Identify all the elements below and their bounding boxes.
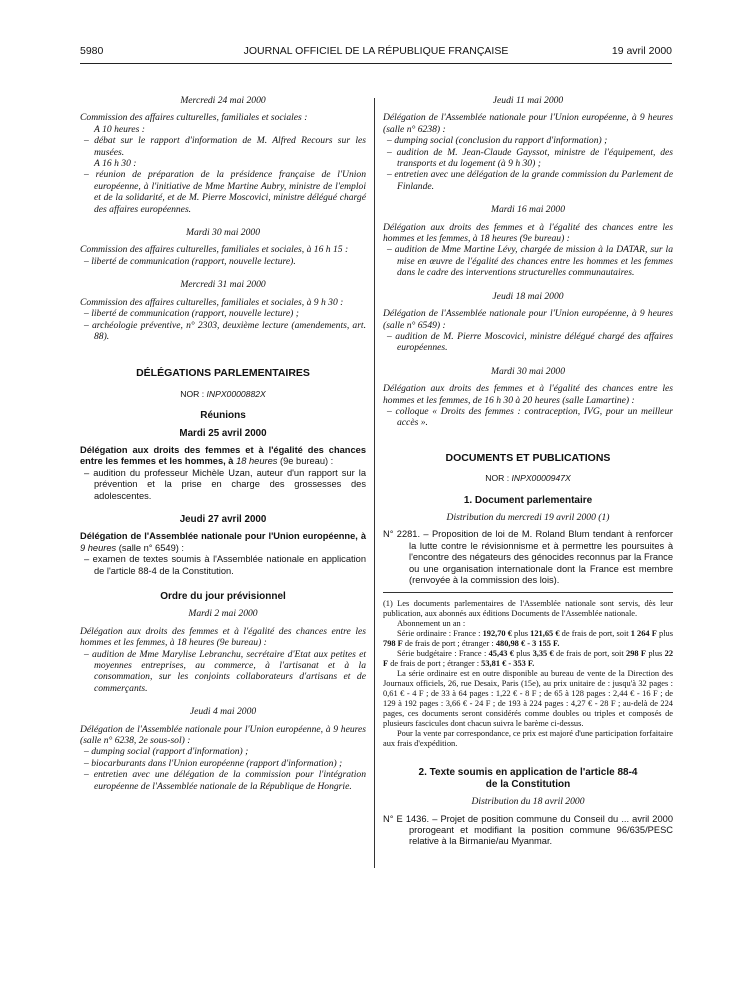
journal-title: JOURNAL OFFICIEL DE LA RÉPUBLIQUE FRANÇAISE — [243, 45, 509, 57]
page-number: 5980 — [80, 45, 104, 57]
distribution-date: Distribution du mercredi 19 avril 2000 (1) — [446, 511, 610, 523]
session-date: Mardi 16 mai 2000 — [491, 204, 565, 216]
delegation-title: Délégation aux droits des femmes et à l'égalité des chances entre les hommes et les femmes, de 16 h 30 à 20 heures (salle Lamartine) : — [383, 383, 673, 406]
session-date: Mardi 2 mai 2000 — [188, 608, 258, 620]
session-date: Jeudi 4 mai 2000 — [189, 706, 257, 718]
section-heading: DÉLÉGATIONS PARLEMENTAIRES — [136, 367, 310, 380]
price-value: 798 F — [383, 639, 403, 649]
distribution-date: Distribution du 18 avril 2000 — [471, 796, 585, 808]
delegation-title: Délégation aux droits des femmes et à l'égalité des chances entre les hommes et les femmes, à 18 heures (9e bureau) : — [80, 625, 366, 649]
nor-reference — [383, 473, 673, 484]
price-label: Série budgétaire : France : — [397, 649, 489, 659]
document-number: N° E 1436. — [383, 813, 430, 824]
agenda-item: – examen de textes soumis à l'Assemblée nationale en application de l'article 88-4 de la Constitution. — [84, 554, 366, 576]
nor-label: NOR : — [180, 388, 205, 399]
subsection-heading: Réunions — [200, 410, 246, 422]
section-heading: DOCUMENTS ET PUBLICATIONS — [445, 451, 611, 464]
agenda-item: – audition du professeur Michèle Uzan, auteur d'un rapport sur la prévention et la prise en charge des grossesses des adolescentes. — [84, 467, 366, 501]
column-divider — [374, 98, 375, 868]
session-date: Jeudi 18 mai 2000 — [492, 290, 564, 302]
delegation-title: Délégation de l'Assemblée nationale pour l'Union européenne, à — [80, 531, 366, 542]
price-label: de frais de port, soit — [559, 629, 631, 639]
footnote-price-line — [383, 629, 673, 649]
left-column — [80, 95, 366, 792]
price-value: 45,43 € — [488, 649, 514, 659]
right-column — [383, 95, 673, 848]
price-label: de frais de port ; étranger : — [388, 659, 482, 669]
session-time: 18 heures — [236, 456, 278, 467]
price-value: 480,98 € - 3 155 F. — [495, 639, 560, 649]
subsection-heading: 2. Texte soumis en application de l'article 88-4 — [418, 767, 638, 779]
nor-reference — [80, 389, 366, 400]
session-date: Mercredi 31 mai 2000 — [180, 279, 266, 291]
agenda-item: – audition de M. Pierre Moscovici, ministre délégué chargé des affaires européennes. — [387, 330, 673, 354]
session-room: (9e bureau) : — [280, 456, 334, 467]
session-date: Mardi 25 avril 2000 — [179, 427, 267, 439]
subsection-heading: Ordre du jour prévisionnel — [160, 591, 286, 602]
agenda-item: – biocarburants dans l'Union européenne (rapport d'information) ; — [84, 757, 343, 769]
agenda-item: – débat sur le rapport d'information de M. Alfred Recours sur les musées. — [84, 135, 366, 158]
subsection-heading: de la Constitution — [485, 778, 571, 790]
delegation-title: Délégation de l'Assemblée nationale pour l'Union européenne, à 9 heures (salle n° 6238) : — [383, 112, 673, 135]
nor-code: INPX0000947X — [511, 473, 571, 484]
agenda-item: – liberté de communication (rapport, nouvelle lecture). — [84, 255, 296, 267]
price-value: 3,35 € — [532, 649, 554, 659]
price-value: 192,70 € — [482, 629, 512, 639]
price-label: plus — [656, 629, 673, 639]
price-label: Série ordinaire : France : — [397, 629, 483, 639]
agenda-item: – dumping social (conclusion du rapport d'information) ; — [387, 135, 608, 147]
footnote-price-line — [383, 649, 673, 669]
session-date: Jeudi 27 avril 2000 — [179, 513, 267, 525]
footnote-text: Abonnement un an : — [397, 619, 466, 629]
price-value: 121,65 € — [530, 629, 560, 639]
footnote-text: Pour la vente par correspondance, ce prix est majoré d'une participation forfaitaire aux frais d'expédition. — [383, 729, 673, 749]
page-header — [80, 45, 672, 61]
nor-code: INPX0000882X — [206, 388, 266, 399]
agenda-item: – archéologie préventive, n° 2303, deuxième lecture (amendements, art. 88). — [84, 319, 366, 342]
session-room: (salle n° 6549) : — [118, 542, 184, 553]
footnote-rule — [383, 592, 673, 593]
delegation-title: Délégation aux droits des femmes et à l'égalité des chances entre les hommes et les femmes, à 18 heures (9e bureau) : — [383, 221, 673, 245]
agenda-item: – dumping social (rapport d'information) ; — [84, 746, 249, 758]
agenda-item: – audition de Mme Marylise Lebranchu, secrétaire d'Etat aux petites et moyennes entreprises, au commerce, à l'artisanat et à la consommation, sur les conjoints collaborateurs d'artisans et de commerçants. — [84, 648, 366, 694]
agenda-item: – entretien avec une délégation de la grande commission du Parlement de Finlande. — [387, 169, 673, 192]
document-number: N° 2281. — [383, 529, 421, 540]
agenda-item: – audition de M. Jean-Claude Gayssot, ministre de l'équipement, des transports et du logement (à 9 h 30) ; — [387, 146, 673, 170]
agenda-item: – liberté de communication (rapport, nouvelle lecture) ; — [84, 308, 299, 320]
price-value: 53,81 € - 353 F. — [481, 659, 535, 669]
session-date: Mardi 30 mai 2000 — [491, 365, 565, 377]
document-description: – Projet de position commune du Conseil du ... avril 2000 prorogeant et modifiant la position commune 96/635/PESC relative à la Birmanie/au Myanmar. — [409, 813, 673, 847]
footnote-text: La série ordinaire est en outre disponible au bureau de vente de la Direction des Journaux officiels, 26, rue Desaix, Paris (15e), au prix unitaire de : jusqu'à 32 pages : 0,61 € - 4 F ; de 33 à 64 pages : 1,22 € - 8 F ; de 65 à 128 pages : 2,44 € - 16 F ; de 129 à 192 pages : 3,66 € - 24 F ; de 193 à 224 pages : 4,27 € - 28 F ; au-delà de 224 pages, ces documents seront considérés comme doubles ou triples et composés de plusieurs fascicules dont chacun suivra le barème ci-dessus. — [383, 669, 673, 729]
commission-title: Commission des affaires culturelles, familiales et sociales : — [80, 112, 308, 124]
price-value: 22 F — [383, 649, 674, 669]
price-label: de frais de port ; étranger : — [402, 639, 496, 649]
footnote — [383, 599, 673, 749]
footnote-text: (1) Les documents parlementaires de l'Assemblée nationale sont servis, dès leur publication, aux abonnés aux éditions Documents de l'Assemblée nationale. — [383, 599, 673, 619]
price-value: 1 264 F — [630, 629, 657, 639]
session-date: Mardi 30 mai 2000 — [186, 227, 260, 239]
price-value: 298 F — [626, 649, 647, 659]
session-time: 9 heures — [80, 542, 117, 553]
session-time: A 16 h 30 : — [94, 158, 137, 170]
agenda-item: – audition de Mme Martine Lévy, chargée de mission à la DATAR, sur la mise en œuvre de l'égalité des chances entre les hommes et les femmes dans le cadre des interventions structurelles communautaires. — [387, 244, 673, 279]
price-label: plus — [646, 649, 665, 659]
commission-title: Commission des affaires culturelles, familiales et sociales, à 16 h 15 : — [80, 244, 349, 256]
delegation-title: Délégation de l'Assemblée nationale pour l'Union européenne, à 9 heures (salle n° 6238, 2e sous-sol) : — [80, 723, 366, 747]
commission-title: Commission des affaires culturelles, familiales et sociales, à 9 h 30 : — [80, 296, 344, 308]
agenda-item: – réunion de préparation de la présidence française de l'Union européenne, à l'initiative de Mme Martine Aubry, ministre de l'emploi et de la solidarité, et de M. Pierre Moscovici, ministre délégué chargé des affaires européennes. — [84, 169, 366, 215]
agenda-item: – entretien avec une délégation de la commission pour l'intégration européenne de l'Assemblée nationale de la République de Hongrie. — [84, 769, 366, 792]
session-date: Jeudi 11 mai 2000 — [492, 95, 564, 106]
agenda-item: – colloque « Droits des femmes : contraception, IVG, pour un meilleur accès ». — [387, 405, 673, 429]
price-label: plus — [511, 629, 531, 639]
session-date: Mercredi 24 mai 2000 — [180, 95, 266, 106]
header-rule — [80, 63, 672, 64]
document-description: – Proposition de loi de M. Roland Blum tendant à renforcer la lutte contre le révisionnisme et à permettre les poursuites à l'encontre des négateurs des génocides reconnus par la France ou une organisation internationale dont la France est membre (renvoyée à la commission des lois). — [409, 529, 673, 585]
session-time: A 10 heures : — [94, 123, 145, 135]
issue-date: 19 avril 2000 — [611, 45, 672, 57]
delegation-title: Délégation aux droits des femmes et à l'égalité des chances entre les femmes et les hommes, à — [80, 444, 366, 467]
price-label: de frais de port, soit — [553, 649, 627, 659]
delegation-title: Délégation de l'Assemblée nationale pour l'Union européenne, à 9 heures (salle n° 6549) : — [383, 308, 673, 331]
subsection-heading: 1. Document parlementaire — [463, 494, 593, 506]
nor-label: NOR : — [485, 473, 510, 484]
price-label: plus — [513, 649, 533, 659]
